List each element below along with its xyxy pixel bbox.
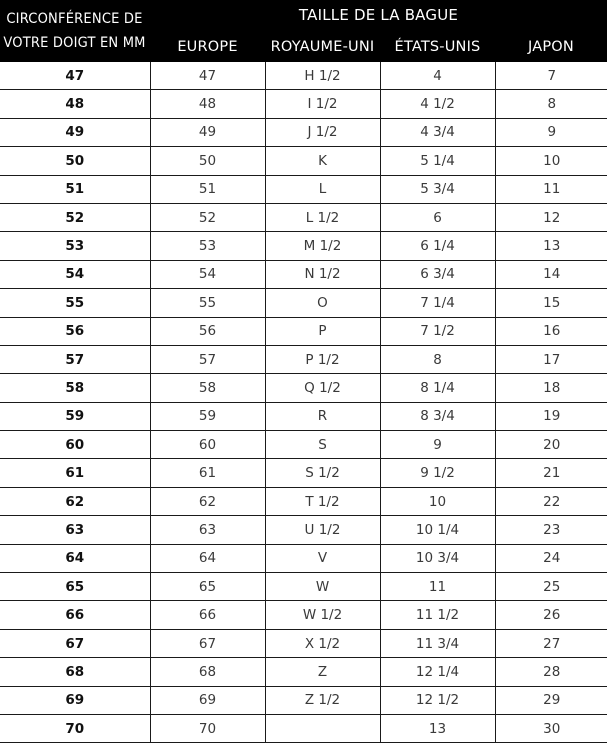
japan-size-cell: 18	[495, 374, 607, 402]
table-row	[0, 714, 607, 742]
us-size-cell: 4	[380, 62, 495, 90]
japan-size-cell: 9	[495, 118, 607, 146]
europe-size-cell: 64	[150, 544, 265, 572]
us-size-cell: 10	[380, 487, 495, 515]
europe-size-cell: 69	[150, 686, 265, 714]
table-row	[0, 544, 607, 572]
us-size-cell: 10 1/4	[380, 516, 495, 544]
size-rows	[0, 62, 607, 743]
circumference-cell: 62	[0, 487, 150, 515]
us-size-cell: 13	[380, 714, 495, 742]
uk-size-cell: L	[265, 175, 380, 203]
uk-size-cell: W 1/2	[265, 601, 380, 629]
us-size-cell: 9 1/2	[380, 459, 495, 487]
circumference-cell: 69	[0, 686, 150, 714]
europe-column-header: EUROPE	[177, 39, 238, 55]
circumference-cell: 67	[0, 629, 150, 657]
japan-size-cell: 12	[495, 203, 607, 231]
europe-size-cell: 55	[150, 289, 265, 317]
japan-size-cell: 21	[495, 459, 607, 487]
uk-size-cell: N 1/2	[265, 260, 380, 288]
japan-column-header: JAPON	[528, 39, 574, 55]
circumference-cell: 65	[0, 573, 150, 601]
us-size-cell: 10 3/4	[380, 544, 495, 572]
europe-size-cell: 48	[150, 90, 265, 118]
uk-column-header: ROYAUME-UNI	[270, 39, 375, 55]
circumference-cell: 47	[0, 62, 150, 90]
us-column-header: ÉTATS-UNIS	[394, 39, 481, 55]
table-row	[0, 402, 607, 430]
europe-size-cell: 63	[150, 516, 265, 544]
europe-size-cell: 56	[150, 317, 265, 345]
uk-size-cell: L 1/2	[265, 203, 380, 231]
uk-size-cell: X 1/2	[265, 629, 380, 657]
circumference-header-line1: CIRCONFÉRENCE DE	[6, 11, 143, 27]
japan-size-cell: 17	[495, 345, 607, 373]
circumference-cell: 52	[0, 203, 150, 231]
us-size-cell: 12 1/4	[380, 658, 495, 686]
japan-size-cell: 28	[495, 658, 607, 686]
europe-size-cell: 54	[150, 260, 265, 288]
japan-size-cell: 27	[495, 629, 607, 657]
table-row	[0, 90, 607, 118]
us-size-cell: 11 1/2	[380, 601, 495, 629]
uk-size-cell: H 1/2	[265, 62, 380, 90]
table-row	[0, 459, 607, 487]
table-row	[0, 232, 607, 260]
europe-size-cell: 67	[150, 629, 265, 657]
japan-size-cell: 13	[495, 232, 607, 260]
japan-size-cell: 16	[495, 317, 607, 345]
europe-size-cell: 47	[150, 62, 265, 90]
circumference-cell: 59	[0, 402, 150, 430]
europe-size-cell: 51	[150, 175, 265, 203]
circumference-cell: 66	[0, 601, 150, 629]
us-size-cell: 7 1/4	[380, 289, 495, 317]
table-row	[0, 317, 607, 345]
circumference-cell: 54	[0, 260, 150, 288]
us-size-cell: 6 3/4	[380, 260, 495, 288]
ring-size-table	[0, 62, 607, 743]
europe-size-cell: 60	[150, 431, 265, 459]
uk-size-cell: R	[265, 402, 380, 430]
table-row	[0, 516, 607, 544]
japan-size-cell: 23	[495, 516, 607, 544]
japan-size-cell: 7	[495, 62, 607, 90]
table-row	[0, 686, 607, 714]
us-size-cell: 8	[380, 345, 495, 373]
circumference-cell: 50	[0, 147, 150, 175]
us-size-cell: 9	[380, 431, 495, 459]
europe-size-cell: 61	[150, 459, 265, 487]
us-size-cell: 12 1/2	[380, 686, 495, 714]
japan-size-cell: 8	[495, 90, 607, 118]
uk-size-cell	[265, 714, 380, 742]
table-row	[0, 62, 607, 90]
circumference-cell: 58	[0, 374, 150, 402]
uk-size-cell: S 1/2	[265, 459, 380, 487]
uk-size-cell: Q 1/2	[265, 374, 380, 402]
circumference-cell: 56	[0, 317, 150, 345]
table-row	[0, 601, 607, 629]
japan-size-cell: 30	[495, 714, 607, 742]
japan-size-cell: 25	[495, 573, 607, 601]
uk-size-cell: S	[265, 431, 380, 459]
circumference-cell: 63	[0, 516, 150, 544]
uk-size-cell: P	[265, 317, 380, 345]
us-size-cell: 5 3/4	[380, 175, 495, 203]
table-row	[0, 175, 607, 203]
table-row	[0, 431, 607, 459]
uk-size-cell: Z 1/2	[265, 686, 380, 714]
us-size-cell: 8 3/4	[380, 402, 495, 430]
circumference-cell: 49	[0, 118, 150, 146]
japan-size-cell: 24	[495, 544, 607, 572]
table-row	[0, 147, 607, 175]
europe-size-cell: 52	[150, 203, 265, 231]
europe-size-cell: 57	[150, 345, 265, 373]
europe-size-cell: 58	[150, 374, 265, 402]
table-row	[0, 203, 607, 231]
circumference-cell: 70	[0, 714, 150, 742]
table-row	[0, 487, 607, 515]
circumference-cell: 60	[0, 431, 150, 459]
europe-size-cell: 70	[150, 714, 265, 742]
japan-size-cell: 29	[495, 686, 607, 714]
circumference-header-line2: VOTRE DOIGT EN MM	[3, 35, 146, 51]
table-row	[0, 658, 607, 686]
europe-size-cell: 66	[150, 601, 265, 629]
table-row	[0, 345, 607, 373]
uk-size-cell: K	[265, 147, 380, 175]
table-header	[0, 0, 607, 62]
circumference-cell: 61	[0, 459, 150, 487]
circumference-cell: 68	[0, 658, 150, 686]
europe-size-cell: 62	[150, 487, 265, 515]
uk-size-cell: W	[265, 573, 380, 601]
circumference-cell: 48	[0, 90, 150, 118]
uk-size-cell: V	[265, 544, 380, 572]
japan-size-cell: 11	[495, 175, 607, 203]
uk-size-cell: U 1/2	[265, 516, 380, 544]
circumference-cell: 64	[0, 544, 150, 572]
europe-size-cell: 65	[150, 573, 265, 601]
us-size-cell: 6 1/4	[380, 232, 495, 260]
uk-size-cell: Z	[265, 658, 380, 686]
europe-size-cell: 68	[150, 658, 265, 686]
uk-size-cell: I 1/2	[265, 90, 380, 118]
circumference-cell: 51	[0, 175, 150, 203]
circumference-cell: 53	[0, 232, 150, 260]
us-size-cell: 8 1/4	[380, 374, 495, 402]
japan-size-cell: 20	[495, 431, 607, 459]
uk-size-cell: M 1/2	[265, 232, 380, 260]
table-row	[0, 118, 607, 146]
table-row	[0, 374, 607, 402]
uk-size-cell: O	[265, 289, 380, 317]
europe-size-cell: 59	[150, 402, 265, 430]
us-size-cell: 5 1/4	[380, 147, 495, 175]
us-size-cell: 11 3/4	[380, 629, 495, 657]
us-size-cell: 4 3/4	[380, 118, 495, 146]
japan-size-cell: 14	[495, 260, 607, 288]
table-row	[0, 260, 607, 288]
europe-size-cell: 49	[150, 118, 265, 146]
us-size-cell: 6	[380, 203, 495, 231]
table-row	[0, 629, 607, 657]
us-size-cell: 7 1/2	[380, 317, 495, 345]
uk-size-cell: T 1/2	[265, 487, 380, 515]
circumference-header	[0, 7, 149, 55]
ring-size-header: TAILLE DE LA BAGUE	[298, 6, 459, 24]
japan-size-cell: 10	[495, 147, 607, 175]
table-row	[0, 289, 607, 317]
japan-size-cell: 26	[495, 601, 607, 629]
europe-size-cell: 53	[150, 232, 265, 260]
us-size-cell: 4 1/2	[380, 90, 495, 118]
circumference-cell: 55	[0, 289, 150, 317]
us-size-cell: 11	[380, 573, 495, 601]
japan-size-cell: 22	[495, 487, 607, 515]
uk-size-cell: J 1/2	[265, 118, 380, 146]
europe-size-cell: 50	[150, 147, 265, 175]
table-row	[0, 573, 607, 601]
uk-size-cell: P 1/2	[265, 345, 380, 373]
japan-size-cell: 19	[495, 402, 607, 430]
japan-size-cell: 15	[495, 289, 607, 317]
circumference-cell: 57	[0, 345, 150, 373]
